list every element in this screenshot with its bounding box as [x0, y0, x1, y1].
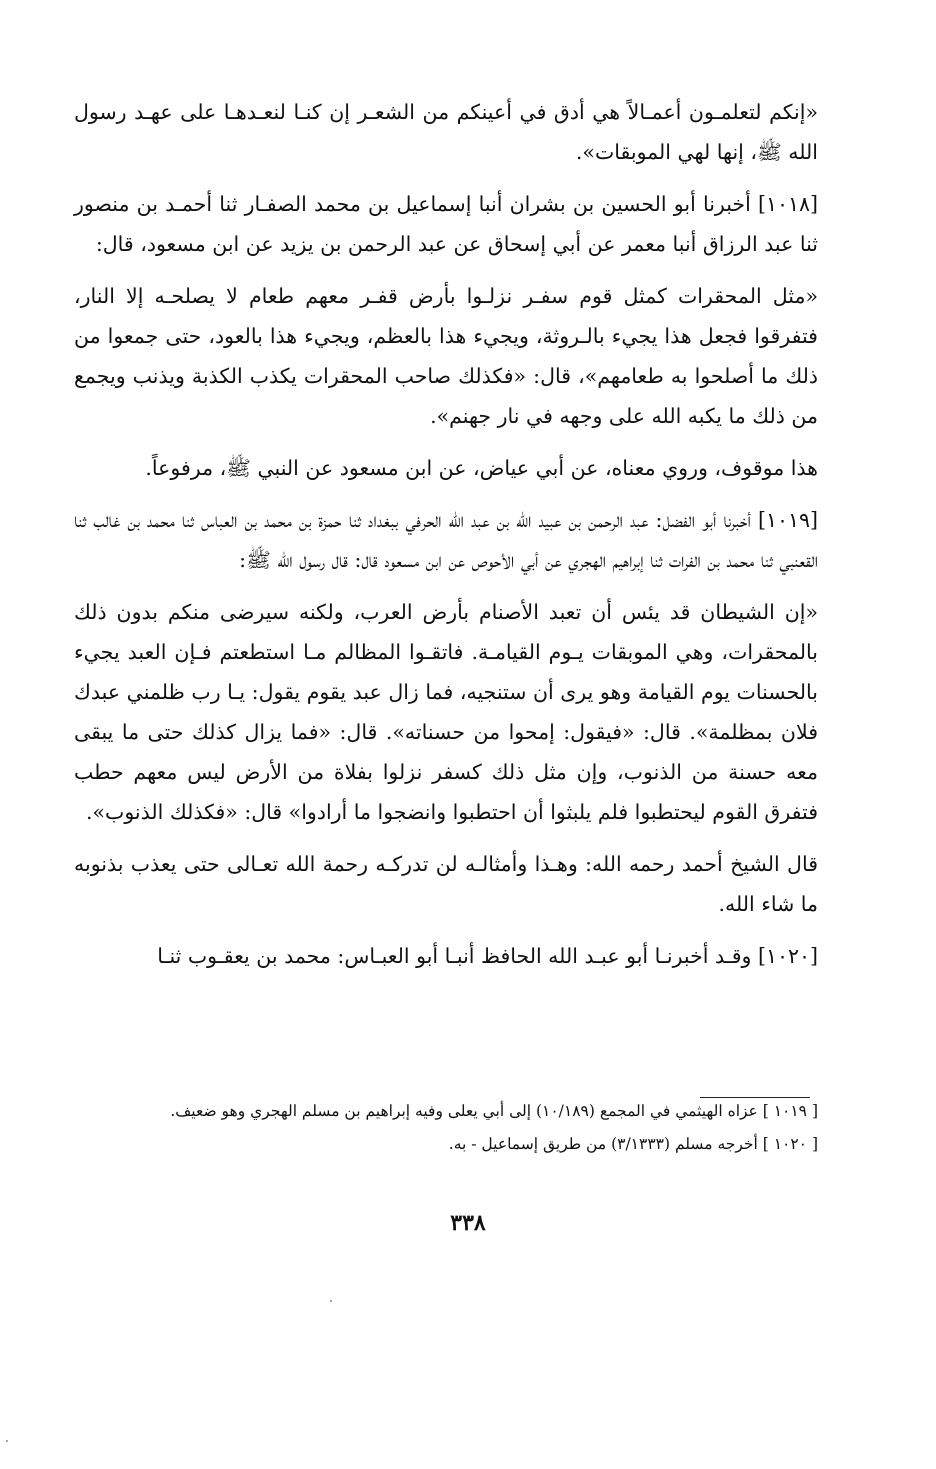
isnad-paragraph-1019: [١٠١٩] أخبرنا أبو الفضل: عبد الرحمن بن عبيد الله بن عبد الله الحرفي ببغداد ثنا حمزة بن محمد بن العباس ثنا محمد بن غالب ثنا القعنبي ثنا محمد بن الفرات ثنا إبراهيم الهجري عن أبي الأحوص عن ابن مسعود قال: قال رسول الله ﷺ: [74, 508, 818, 572]
main-text [74, 92, 818, 976]
footnote-1019: [ ١٠١٩ ] عزاه الهيثمي في المجمع (١٠/١٨٩) إلى أبي يعلى وفيه إبراهيم بن مسلم الهجري وهو ضعيف. [170, 1102, 818, 1120]
page-number: ٣٣٨ [450, 1210, 486, 1236]
scan-speck [6, 1440, 8, 1442]
footnote-1020: [ ١٠٢٠ ] أخرجه مسلم (٣/١٣٣٣) من طريق إسماعيل - به. [448, 1135, 818, 1153]
hadith-quote-paragraph: «إنكم لتعلمـون أعمـالاً هي أدق في أعينكم من الشعـر إن كنـا لنعـدهـا على عهـد رسول الله ﷺ، إنها لهي الموبقات». [74, 100, 818, 164]
isnad-paragraph-1020: [١٠٢٠] وقـد أخبرنـا أبو عبـد الله الحافظ أنبـا أبو العبـاس: محمد بن يعقـوب ثنـا [157, 944, 818, 968]
isnad-paragraph-1018: [١٠١٨] أخبرنا أبو الحسين بن بشران أنبا إسماعيل بن محمد الصفـار ثنا أحمـد بن منصور ثنا عبد الرزاق أنبا معمر عن أبي إسحاق عن عبد الرحمن بن يزيد عن ابن مسعود، قال: [74, 192, 818, 256]
commentary-paragraph: هذا موقوف، وروي معناه، عن أبي عياض، عن ابن مسعود عن النبي ﷺ، مرفوعاً. [145, 456, 818, 480]
scan-speck [330, 1300, 332, 1302]
hadith-text-paragraph: «إن الشيطان قد يئس أن تعبد الأصنام بأرض العرب، ولكنه سيرضى منكم بدون ذلك بالمحقرات، وهي الموبقات يـوم القيامـة. فاتقـوا المظالم مـا استطعتم فـإن العبد يجيء بالحسنات يوم القيامة وهو يرى أن ستنجيه، فما زال عبد يقوم يقول: يـا رب ظلمني عبدك فلان بمظلمة». قال: «فيقول: إمحوا من حسناته». قال: «فما يزال كذلك حتى ما يبقى معه حسنة من الذنوب، وإن مثل ذلك كسفر نزلوا بفلاة من الأرض ليس معهم حطب فتفرق القوم ليحتطبوا فلم يلبثوا أن احتطبوا وانضجوا ما أرادوا» قال: «فكذلك الذنوب». [74, 600, 818, 824]
sheikh-comment-paragraph: قال الشيخ أحمد رحمه الله: وهـذا وأمثالـه لن تدركـه رحمة الله تعـالى حتى يعذب بذنوبه ما شاء الله. [74, 852, 818, 916]
footnotes [74, 1098, 818, 1164]
hadith-text-paragraph: «مثل المحقرات كمثل قوم سفـر نزلـوا بأرض قفـر معهم طعام لا يصلحـه إلا النار، فتفرقوا فجعل هذا يجيء بالـروثة، ويجيء هذا بالعظم، ويجيء هذا بالعود، حتى جمعوا من ذلك ما أصلحوا به طعامهم»، قال: «فكذلك صاحب المحقرات يكذب الكذبة ويذنب ويجمع من ذلك ما يكبه الله على وجهه في نار جهنم». [74, 284, 818, 428]
